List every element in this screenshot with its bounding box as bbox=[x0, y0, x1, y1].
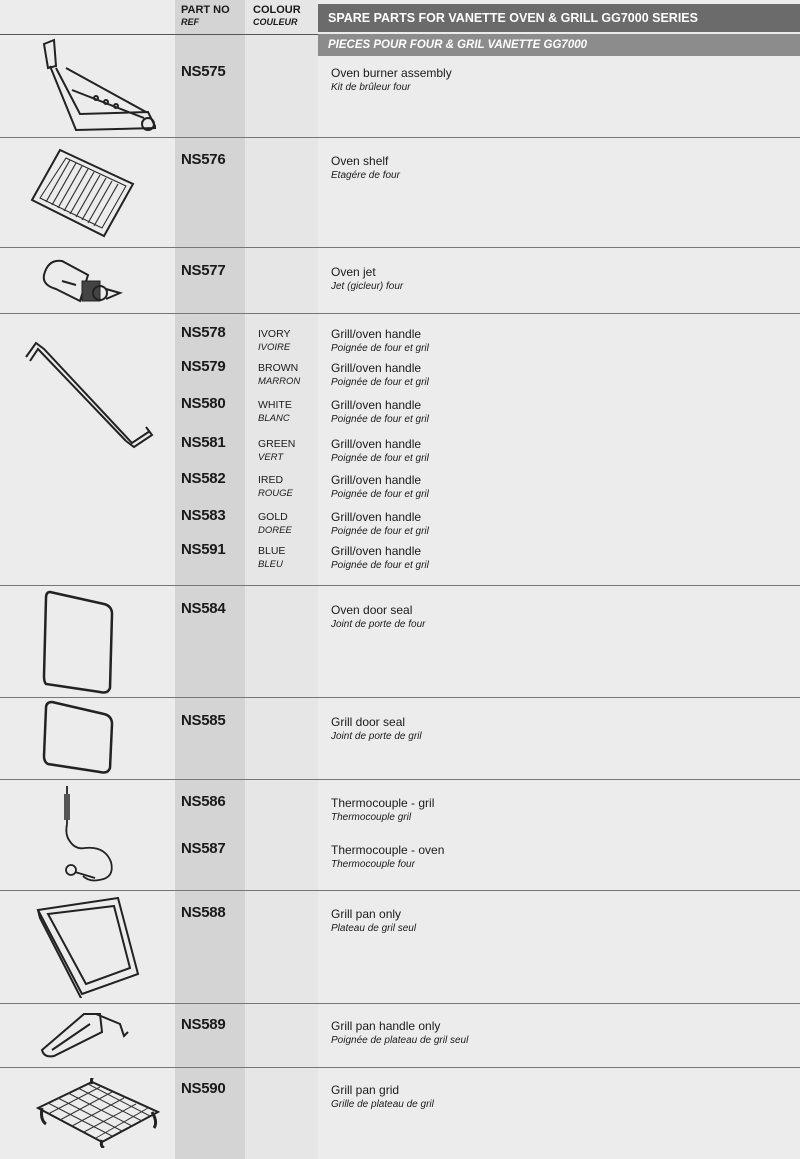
colour-en: GOLD bbox=[258, 511, 288, 523]
colour-en: IVORY bbox=[258, 328, 291, 340]
row-divider bbox=[0, 1067, 800, 1068]
part-description bbox=[331, 907, 416, 935]
description-fr: Poignée de plateau de gril seul bbox=[331, 1035, 469, 1046]
description-fr: Poignée de four et gril bbox=[331, 377, 429, 388]
description-en: Oven shelf bbox=[331, 154, 389, 168]
part-no-label: PART NO bbox=[181, 4, 230, 16]
description-en: Grill/oven handle bbox=[331, 544, 422, 558]
part-code: NS585 bbox=[181, 712, 226, 729]
part-no-heading bbox=[181, 4, 230, 28]
part-colour bbox=[258, 399, 292, 425]
description-en: Oven burner assembly bbox=[331, 66, 452, 80]
description-en: Oven jet bbox=[331, 265, 376, 279]
part-description bbox=[331, 715, 422, 743]
description-fr: Etagére de four bbox=[331, 170, 400, 181]
description-en: Grill/oven handle bbox=[331, 437, 422, 451]
description-fr: Plateau de gril seul bbox=[331, 923, 417, 934]
colour-fr: VERT bbox=[258, 452, 284, 463]
part-code: NS575 bbox=[181, 63, 226, 80]
part-description bbox=[331, 603, 426, 631]
oven-shelf-icon bbox=[30, 148, 135, 238]
grill-pan-icon bbox=[36, 896, 140, 998]
description-en: Grill/oven handle bbox=[331, 398, 422, 412]
description-fr: Jet (gicleur) four bbox=[331, 281, 404, 292]
description-en: Grill pan grid bbox=[331, 1083, 400, 1097]
description-fr: Poignée de four et gril bbox=[331, 414, 429, 425]
part-code: NS581 bbox=[181, 434, 226, 451]
header-divider bbox=[0, 34, 318, 35]
colour-en: IRED bbox=[258, 474, 284, 486]
part-code: NS590 bbox=[181, 1080, 226, 1097]
burner-assembly-icon bbox=[36, 38, 156, 133]
row-divider bbox=[0, 585, 800, 586]
part-code: NS579 bbox=[181, 358, 226, 375]
part-code: NS591 bbox=[181, 541, 226, 558]
description-fr: Thermocouple gril bbox=[331, 812, 412, 823]
description-fr: Poignée de four et gril bbox=[331, 453, 429, 464]
part-description bbox=[331, 1019, 468, 1047]
part-colour bbox=[258, 511, 292, 537]
description-en: Grill door seal bbox=[331, 715, 406, 729]
part-code: NS578 bbox=[181, 324, 226, 341]
part-description bbox=[331, 66, 452, 94]
row-divider bbox=[0, 779, 800, 780]
part-description bbox=[331, 1083, 434, 1111]
description-fr: Poignée de four et gril bbox=[331, 489, 429, 500]
description-fr: Poignée de four et gril bbox=[331, 526, 429, 537]
part-colour bbox=[258, 328, 290, 354]
part-description bbox=[331, 796, 434, 824]
part-number-column bbox=[175, 0, 245, 1159]
part-description bbox=[331, 843, 444, 871]
description-fr: Poignée de four et gril bbox=[331, 343, 429, 354]
description-fr: Poignée de four et gril bbox=[331, 560, 429, 571]
part-code: NS582 bbox=[181, 470, 226, 487]
description-fr: Joint de porte de four bbox=[331, 619, 426, 630]
page-subtitle: PIECES POUR FOUR & GRIL VANETTE GG7000 bbox=[318, 34, 800, 56]
row-divider bbox=[0, 1003, 800, 1004]
ref-label: REF bbox=[181, 17, 199, 27]
part-description bbox=[331, 361, 429, 389]
colour-column bbox=[245, 0, 318, 1159]
colour-fr: DOREE bbox=[258, 525, 292, 536]
colour-en: WHITE bbox=[258, 399, 292, 411]
part-code: NS587 bbox=[181, 840, 226, 857]
page-title: SPARE PARTS FOR VANETTE OVEN & GRILL GG7000 SERIES bbox=[318, 4, 800, 32]
colour-label: COLOUR bbox=[253, 4, 301, 16]
part-description bbox=[331, 398, 429, 426]
colour-heading bbox=[253, 4, 301, 28]
row-divider bbox=[0, 313, 800, 314]
grill-pan-handle-icon bbox=[40, 1010, 132, 1060]
part-code: NS583 bbox=[181, 507, 226, 524]
part-colour bbox=[258, 474, 293, 500]
colour-fr: MARRON bbox=[258, 376, 301, 387]
part-description bbox=[331, 327, 429, 355]
grill-door-seal-icon bbox=[42, 700, 114, 776]
description-en: Thermocouple - gril bbox=[331, 796, 435, 810]
oven-jet-icon bbox=[40, 255, 125, 310]
part-description bbox=[331, 437, 429, 465]
colour-en: GREEN bbox=[258, 438, 296, 450]
thermocouple-icon bbox=[55, 784, 125, 888]
part-description bbox=[331, 265, 403, 293]
colour-fr: BLEU bbox=[258, 559, 283, 570]
description-en: Grill pan only bbox=[331, 907, 402, 921]
part-code: NS588 bbox=[181, 904, 226, 921]
description-fr: Grille de plateau de gril bbox=[331, 1099, 434, 1110]
colour-en: BLUE bbox=[258, 545, 286, 557]
description-fr: Kit de brûleur four bbox=[331, 82, 411, 93]
part-colour bbox=[258, 362, 300, 388]
colour-en: BROWN bbox=[258, 362, 299, 374]
part-code: NS577 bbox=[181, 262, 226, 279]
part-colour bbox=[258, 545, 285, 571]
colour-fr: BLANC bbox=[258, 413, 290, 424]
part-code: NS576 bbox=[181, 151, 226, 168]
row-divider bbox=[0, 137, 800, 138]
description-en: Grill pan handle only bbox=[331, 1019, 441, 1033]
part-description bbox=[331, 473, 429, 501]
couleur-label: COULEUR bbox=[253, 17, 298, 27]
description-en: Grill/oven handle bbox=[331, 361, 422, 375]
description-fr: Thermocouple four bbox=[331, 859, 415, 870]
handle-icon bbox=[20, 335, 155, 450]
row-divider bbox=[0, 890, 800, 891]
part-code: NS584 bbox=[181, 600, 226, 617]
part-colour bbox=[258, 438, 295, 464]
part-code: NS580 bbox=[181, 395, 226, 412]
row-divider bbox=[0, 247, 800, 248]
part-description bbox=[331, 510, 429, 538]
description-en: Thermocouple - oven bbox=[331, 843, 445, 857]
description-en: Grill/oven handle bbox=[331, 327, 422, 341]
grill-pan-grid-icon bbox=[34, 1078, 164, 1148]
row-divider bbox=[0, 697, 800, 698]
description-en: Oven door seal bbox=[331, 603, 413, 617]
description-fr: Joint de porte de gril bbox=[331, 731, 422, 742]
part-code: NS586 bbox=[181, 793, 226, 810]
description-en: Grill/oven handle bbox=[331, 510, 422, 524]
part-description bbox=[331, 544, 429, 572]
colour-fr: IVOIRE bbox=[258, 342, 291, 353]
part-code: NS589 bbox=[181, 1016, 226, 1033]
oven-door-seal-icon bbox=[42, 590, 114, 695]
description-en: Grill/oven handle bbox=[331, 473, 422, 487]
colour-fr: ROUGE bbox=[258, 488, 293, 499]
part-description bbox=[331, 154, 400, 182]
